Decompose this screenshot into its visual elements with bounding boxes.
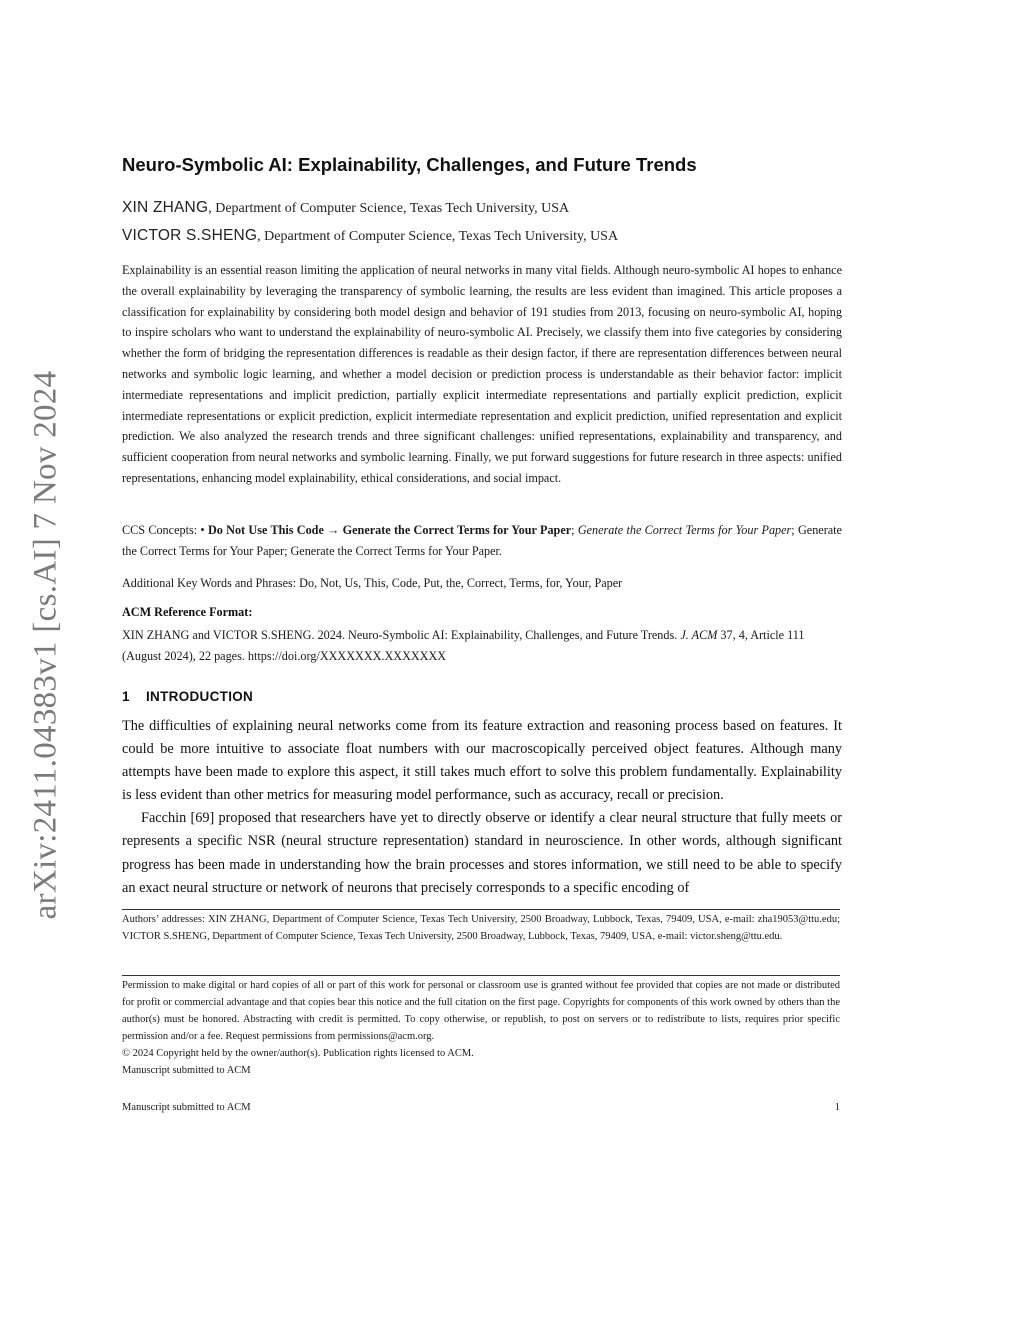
ccs-rest: ; Generate the Correct Terms for Your Paper; Generate the Correct Terms for Your Paper. — [122, 523, 842, 558]
ccs-label: CCS Concepts: • — [122, 523, 208, 537]
section-heading — [122, 689, 253, 704]
paper-title: Neuro-Symbolic AI: Explainability, Challenges, and Future Trends — [122, 154, 697, 175]
section-number: 1 — [122, 689, 130, 704]
addresses-text[interactable]: Authors’ addresses: XIN ZHANG, Department of Computer Science, Texas Tech University, 2500 Broadway, Lubbock, Texas, 79409, USA, e-mail: zha19053@ttu.edu; VICTOR S.SHENG, Department of Computer Science, Texas Tech University, 2500 Broadway, Lubbock, Texas, 79409, USA, e-mail: victor.sheng@ttu.edu. — [122, 914, 840, 942]
section-title: INTRODUCTION — [146, 689, 254, 704]
ccs-separator: ; — [571, 523, 578, 537]
reference-journal: J. ACM — [680, 628, 718, 642]
arxiv-sidebar — [16, 360, 76, 930]
keywords: Additional Key Words and Phrases: Do, Not, Us, This, Code, Put, the, Correct, Terms, for, Your, Paper — [122, 576, 623, 590]
manuscript-note: Manuscript submitted to ACM — [122, 1065, 251, 1076]
body-text — [122, 715, 842, 900]
permission-block — [122, 977, 840, 1079]
ccs-italic-term: Generate the Correct Terms for Your Paper — [577, 523, 792, 537]
author-1-affiliation: , Department of Computer Science, Texas Tech University, USA — [208, 201, 570, 216]
author-1 — [122, 199, 842, 217]
permission-text[interactable]: Permission to make digital or hard copies of all or part of this work for personal or classroom use is granted without fee provided that copies are not made or distributed for profit or commercial advantage and that copies bear this notice and the full citation on the first page. Copyrights for components of this work owned by others than the author(s) must be honored. Abstracting with credit is permitted. To copy otherwise, or republish, to post on servers or to redistribute to lists, requires prior specific permission and/or a fee. Request permissions from permissions@acm.org. — [122, 980, 840, 1042]
page-footer — [122, 1102, 840, 1113]
reference-format — [122, 625, 842, 667]
author-2-name: VICTOR S.SHENG — [122, 227, 258, 244]
permission-divider — [122, 975, 840, 976]
page-number: 1 — [834, 1102, 840, 1113]
arxiv-identifier[interactable]: arXiv:2411.04383v1 [cs.AI] 7 Nov 2024 — [27, 370, 64, 920]
ccs-concepts — [122, 520, 842, 562]
paragraph: The difficulties of explaining neural networks come from its feature extraction and reasoning process based on features. It could be more intuitive to associate float numbers with our macroscopically perceived object features. Although many attempts have been made to explore this aspect, it still takes much effort to solve this problem fundamentally. Explainability is less evident than other metrics for measuring model performance, such as accuracy, recall or precision. — [122, 718, 842, 804]
reference-format-label: ACM Reference Format: — [122, 605, 253, 619]
footer-journal: Manuscript submitted to ACM — [122, 1102, 251, 1113]
ccs-bold-term: Do Not Use This Code → Generate the Correct Terms for Your Paper — [207, 523, 572, 537]
author-2 — [122, 227, 842, 245]
reference-text-before: XIN ZHANG and VICTOR S.SHENG. 2024. Neuro-Symbolic AI: Explainability, Challenges, and Future Trends. — [122, 628, 681, 642]
footnote-divider — [122, 909, 840, 910]
paragraph: Facchin [69] proposed that researchers have yet to directly observe or identify a clear neural structure that fully meets or represents a specific NSR (neural structure representation) standard in neuroscience. In other words, although significant progress has been made in understanding how the brain processes and stores information, we still need to be able to specify an exact neural structure or network of neurons that precisely corresponds to a specific encoding of — [122, 810, 842, 896]
author-2-affiliation: , Department of Computer Science, Texas Tech University, USA — [257, 229, 619, 244]
copyright-text: © 2024 Copyright held by the owner/author(s). Publication rights licensed to ACM. — [122, 1048, 474, 1059]
author-1-name: XIN ZHANG — [122, 199, 209, 216]
abstract: Explainability is an essential reason limiting the application of neural networks in many vital fields. Although neuro-symbolic AI hopes to enhance the overall explainability by leveraging the transparency of symbolic learning, the results are less evident than imagined. This article proposes a classification for explainability by considering both model design and behavior of 191 studies from 2013, focusing on neuro-symbolic AI, hoping to inspire scholars who want to understand the explainability of neuro-symbolic AI. Precisely, we classify them into five categories by considering whether the form of bridging the representation differences is readable as their design factor, if there are representation differences between neural networks and symbolic logic learning, and whether a model decision or prediction process is understandable as their behavior factor: implicit intermediate representations and implicit prediction, partially explicit intermediate representations and partially explicit prediction, explicit intermediate representations or explicit prediction, explicit intermediate representation and explicit prediction, unified representation and explicit prediction. We also analyzed the research trends and three significant challenges: unified representations, explainability and transparency, and sufficient cooperation from neural networks and symbolic learning. Finally, we put forward suggestions for future research in three aspects: unified representations, enhancing model explainability, ethical considerations, and social impact. — [122, 263, 842, 485]
reference-text-after[interactable]: 37, 4, Article 111 (August 2024), 22 pages. https://doi.org/XXXXXXX.XXXXXXX — [122, 628, 805, 663]
author-addresses — [122, 911, 840, 945]
